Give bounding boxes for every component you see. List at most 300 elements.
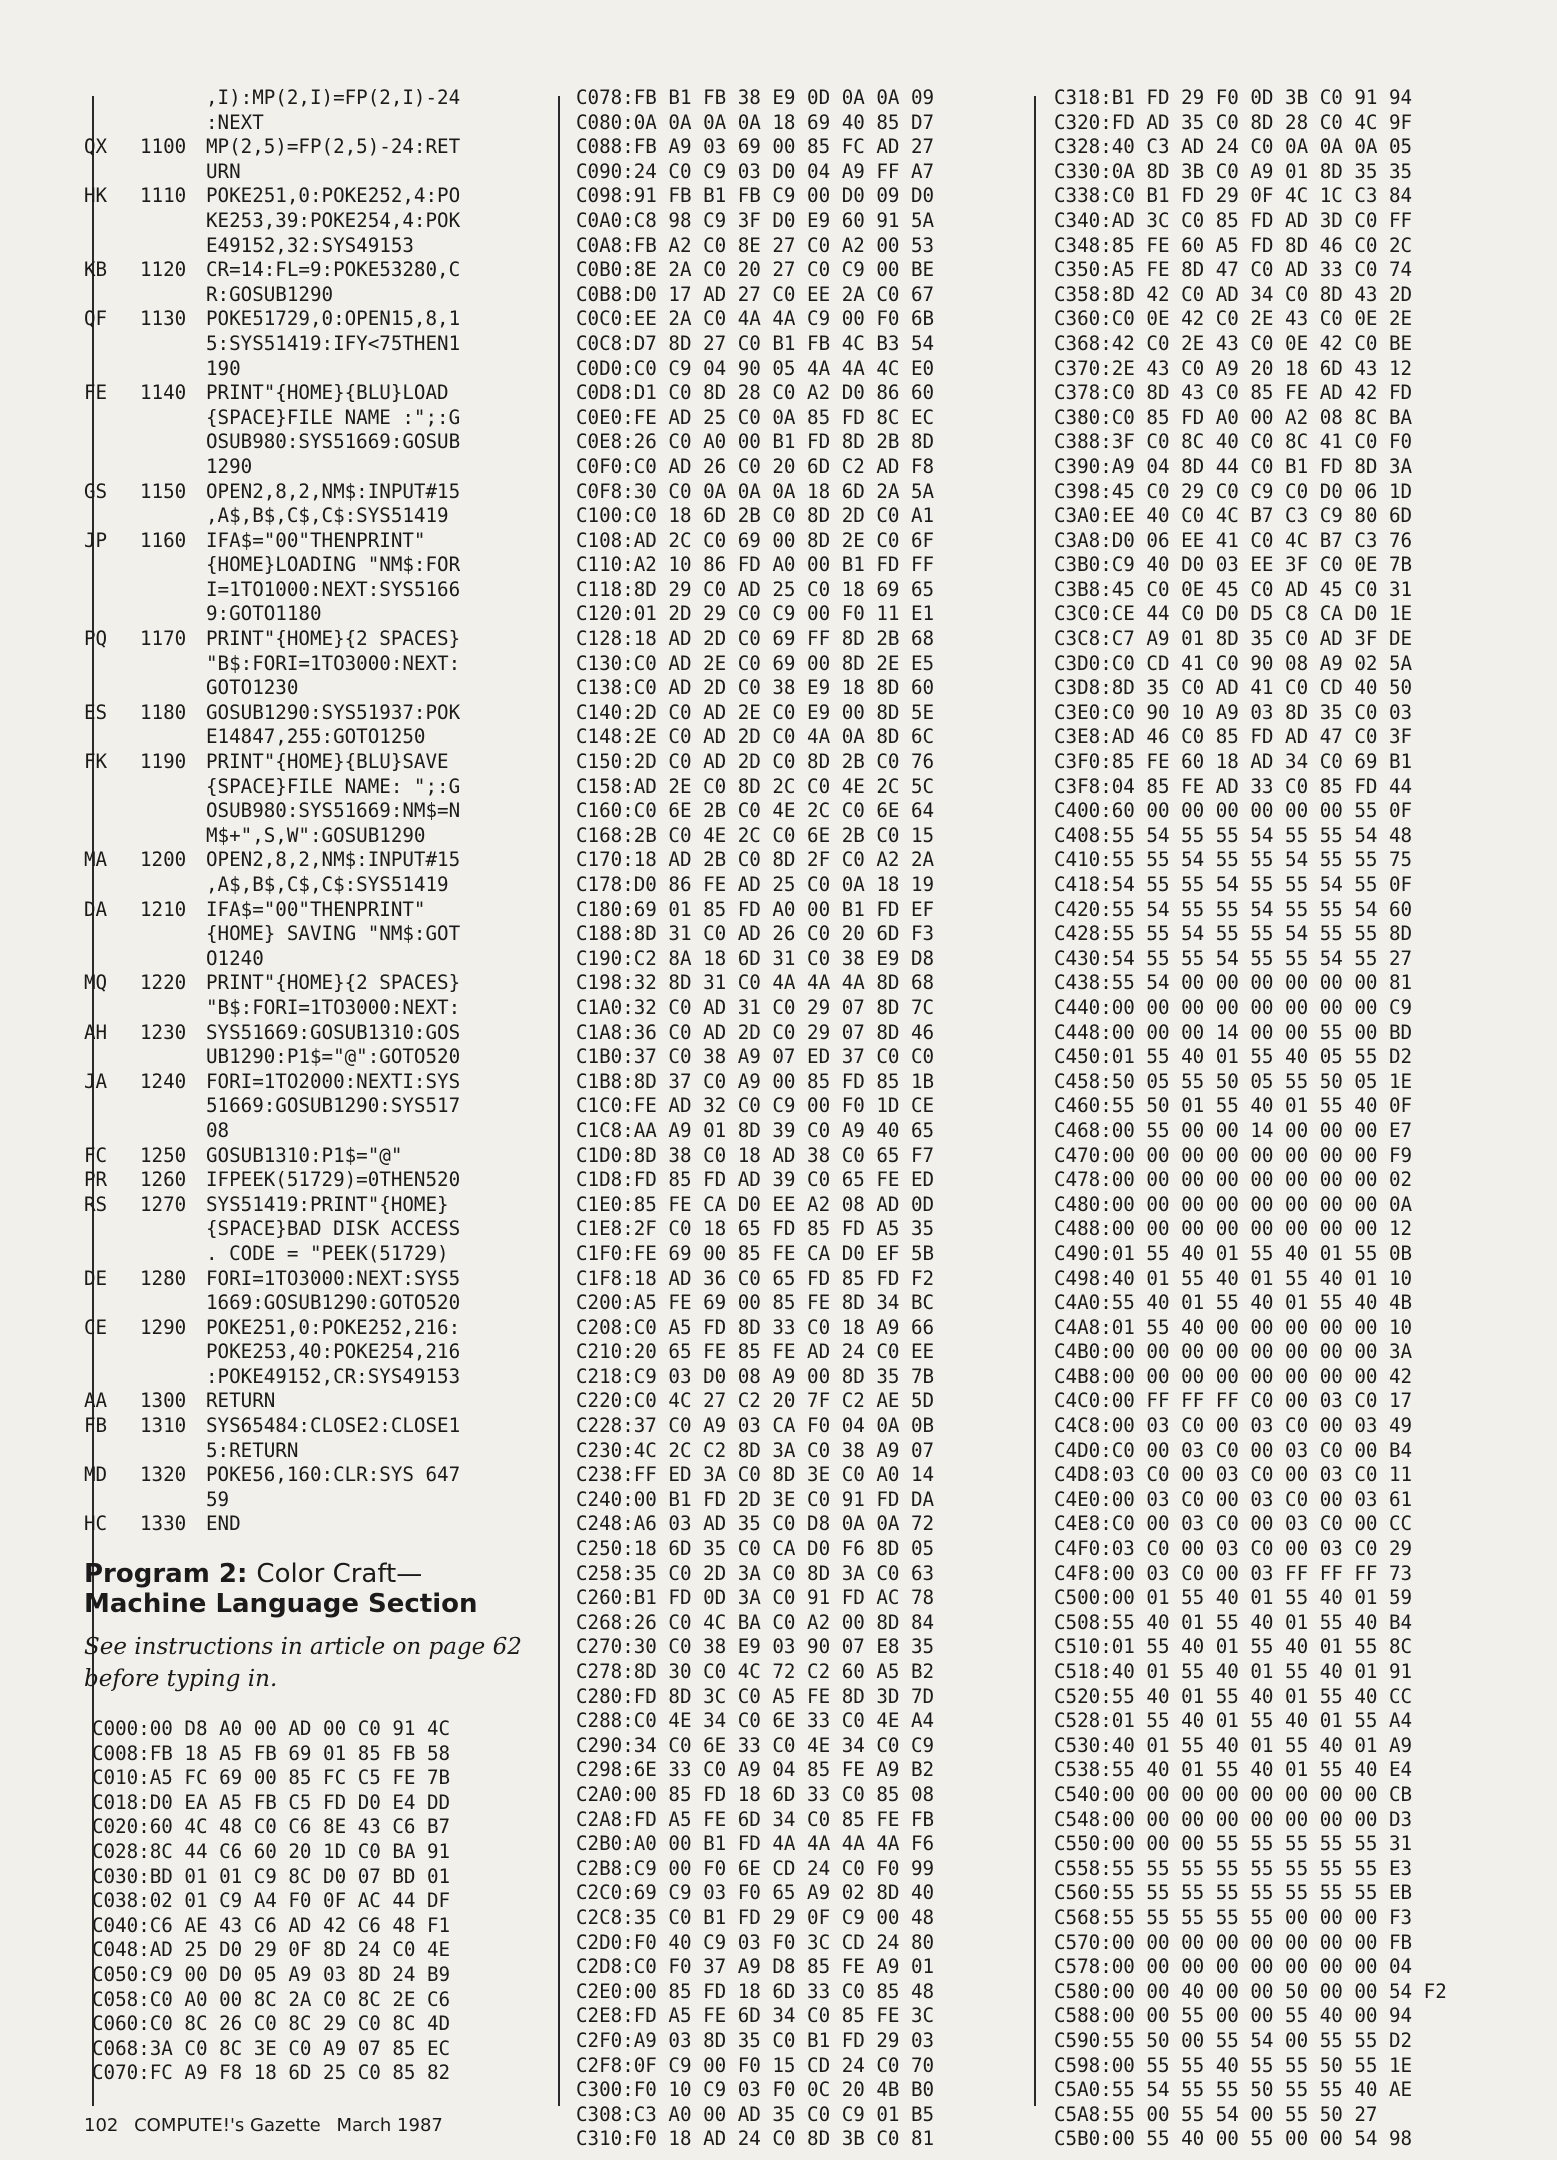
source-text: OSUB980:SYS51669:NM$=N (206, 799, 461, 823)
source-text: GOTO1230 (206, 676, 299, 700)
checksum: MA (84, 848, 108, 872)
source-text: OPEN2,8,2,NM$:INPUT#15 (206, 848, 461, 872)
ml-line: C510:01 55 40 01 55 40 01 55 8C (1054, 1635, 1413, 1659)
ml-line: C020:60 4C 48 C0 C6 8E 43 C6 B7 (92, 1815, 451, 1839)
ml-line: C298:6E 33 C0 A9 04 85 FE A9 B2 (576, 1758, 935, 1782)
ml-line: C050:C9 00 D0 05 A9 03 8D 24 B9 (92, 1962, 451, 1986)
ml-line: C2F0:A9 03 8D 35 C0 B1 FD 29 03 (576, 2028, 935, 2052)
ml-line: C2E0:00 85 FD 18 6D 33 C0 85 48 (576, 1979, 935, 2003)
line-number: 1170 (140, 627, 187, 651)
ml-line: C150:2D C0 AD 2D C0 8D 2B C0 76 (576, 750, 935, 774)
ml-line: C0E8:26 C0 A0 00 B1 FD 8D 2B 8D (576, 430, 935, 454)
checksum (84, 947, 140, 972)
source-text: 9:GOTO1180 (206, 602, 322, 626)
ml-line: C1C8:AA A9 01 8D 39 C0 A9 40 65 (576, 1118, 935, 1142)
source-text: 59 (206, 1487, 230, 1511)
ml-line: C3C8:C7 A9 01 8D 35 C0 AD 3F DE (1054, 627, 1413, 651)
source-text: PRINT"{HOME}{2 SPACES} (206, 627, 461, 651)
ml-line: C0D0:C0 C9 04 90 05 4A 4A 4C E0 (576, 356, 935, 380)
ml-line: C398:45 C0 29 C0 C9 C0 D0 06 1D (1054, 479, 1413, 503)
ml-line: C360:C0 0E 42 C0 2E 43 C0 0E 2E (1054, 307, 1413, 331)
checksum: DA (84, 897, 108, 921)
source-text: ,A$,B$,C$,C$:SYS51419 (206, 504, 449, 528)
checksum (84, 455, 140, 480)
ml-line: C520:55 40 01 55 40 01 55 40 CC (1054, 1684, 1413, 1708)
ml-line: C4E0:00 03 C0 00 03 C0 00 03 61 (1054, 1487, 1413, 1511)
basic-line (84, 160, 544, 185)
ml-line: C2A8:FD A5 FE 6D 34 C0 85 FE FB (576, 1807, 935, 1831)
ml-line: C1A8:36 C0 AD 2D C0 29 07 8D 46 (576, 1020, 935, 1044)
checksum (84, 799, 140, 824)
source-text: MP(2,5)=FP(2,5)-24:RET (206, 135, 461, 159)
ml-line: C228:37 C0 A9 03 CA F0 04 0A 0B (576, 1414, 935, 1438)
source-text: CR=14:FL=9:POKE53280,C (206, 258, 461, 282)
ml-line: C090:24 C0 C9 03 D0 04 A9 FF A7 (576, 159, 935, 183)
ml-line: C3F0:85 FE 60 18 AD 34 C0 69 B1 (1054, 750, 1413, 774)
basic-line (84, 1291, 544, 1316)
line-number (140, 676, 206, 701)
basic-line (84, 357, 544, 382)
checksum (84, 1291, 140, 1316)
line-number (140, 947, 206, 972)
ml-line: C3E8:AD 46 C0 85 FD AD 47 C0 3F (1054, 725, 1413, 749)
line-number (140, 234, 206, 259)
line-number: 1250 (140, 1143, 187, 1167)
source-text: KE253,39:POKE254,4:POK (206, 208, 461, 232)
ml-line: C1B8:8D 37 C0 A9 00 85 FD 85 1B (576, 1069, 935, 1093)
ml-line: C390:A9 04 8D 44 C0 B1 FD 8D 3A (1054, 454, 1413, 478)
ml-line: C248:A6 03 AD 35 C0 D8 0A 0A 72 (576, 1512, 935, 1536)
checksum (84, 1488, 140, 1513)
ml-line: C110:A2 10 86 FD A0 00 B1 FD FF (576, 553, 935, 577)
basic-line (84, 332, 544, 357)
ml-listing-part-3 (1046, 86, 1498, 2152)
basic-line (84, 1365, 544, 1390)
line-number (140, 1045, 206, 1070)
ml-line: C400:60 00 00 00 00 00 00 55 0F (1054, 799, 1413, 823)
ml-line: C268:26 C0 4C BA C0 A2 00 8D 84 (576, 1610, 935, 1634)
ml-line: C1A0:32 C0 AD 31 C0 29 07 8D 7C (576, 995, 935, 1019)
ml-line: C0D8:D1 C0 8D 28 C0 A2 D0 86 60 (576, 381, 935, 405)
basic-line (84, 1168, 544, 1193)
checksum (84, 996, 140, 1021)
basic-line (84, 1242, 544, 1267)
basic-line (84, 480, 544, 505)
ml-listing-part-1 (84, 1717, 544, 2086)
ml-line: C030:BD 01 01 C9 8C D0 07 BD 01 (92, 1864, 451, 1888)
line-number: 1220 (140, 971, 187, 995)
ml-line: C0C8:D7 8D 27 C0 B1 FB 4C B3 54 (576, 331, 935, 355)
basic-line (84, 652, 544, 677)
line-number (140, 922, 206, 947)
basic-line (84, 1094, 544, 1119)
checksum (84, 775, 140, 800)
ml-line: C118:8D 29 C0 AD 25 C0 18 69 65 (576, 577, 935, 601)
basic-line (84, 725, 544, 750)
column-rule (558, 96, 560, 2106)
source-text: 1669:GOSUB1290:GOTO520 (206, 1291, 461, 1315)
source-text: 5:SYS51419:IFY<75THEN1 (206, 331, 461, 355)
basic-line (84, 430, 544, 455)
ml-line: C3B8:45 C0 0E 45 C0 AD 45 C0 31 (1054, 577, 1413, 601)
line-number: 1180 (140, 700, 187, 724)
line-number (140, 652, 206, 677)
page-footer (84, 2115, 453, 2136)
ml-line: C218:C9 03 D0 08 A9 00 8D 35 7B (576, 1364, 935, 1388)
page-number: 102 (84, 2115, 119, 2136)
ml-line: C418:54 55 55 54 55 55 54 55 0F (1054, 873, 1413, 896)
basic-line (84, 258, 544, 283)
source-text: POKE56,160:CLR:SYS 647 (206, 1463, 461, 1487)
source-text: PRINT"{HOME}{BLU}SAVE (206, 750, 449, 774)
checksum: PQ (84, 627, 108, 651)
line-number: 1150 (140, 479, 187, 503)
ml-line: C4C0:00 FF FF FF C0 00 03 C0 17 (1054, 1389, 1413, 1413)
ml-line: C060:C0 8C 26 C0 8C 29 C0 8C 4D (92, 2012, 451, 2036)
checksum (84, 1439, 140, 1464)
source-text: FORI=1TO3000:NEXT:SYS5 (206, 1266, 461, 1290)
checksum: FC (84, 1143, 108, 1167)
source-text: RETURN (206, 1389, 276, 1413)
ml-line: C530:40 01 55 40 01 55 40 01 A9 (1054, 1733, 1413, 1757)
ml-line: C3D0:C0 CD 41 C0 90 08 A9 02 5A (1054, 651, 1413, 675)
checksum: GS (84, 479, 108, 503)
ml-line: C5B0:00 55 40 00 55 00 00 54 98 (1054, 2127, 1413, 2151)
ml-line: C348:85 FE 60 A5 FD 8D 46 C0 2C (1054, 233, 1413, 257)
source-text: {HOME} SAVING "NM$:GOT (206, 922, 461, 946)
source-text: I=1TO1000:NEXT:SYS5166 (206, 577, 461, 601)
ml-line: C0F0:C0 AD 26 C0 20 6D C2 AD F8 (576, 454, 935, 478)
ml-line: C1C0:FE AD 32 C0 C9 00 F0 1D CE (576, 1094, 935, 1118)
ml-line: C028:8C 44 C6 60 20 1D C0 BA 91 (92, 1840, 451, 1863)
ml-line: C540:00 00 00 00 00 00 00 00 CB (1054, 1782, 1413, 1806)
ml-line: C0E0:FE AD 25 C0 0A 85 FD 8C EC (576, 405, 935, 429)
checksum (84, 553, 140, 578)
checksum (84, 430, 140, 455)
ml-line: C550:00 00 00 55 55 55 55 55 31 (1054, 1832, 1413, 1856)
ml-line: C0A0:C8 98 C9 3F D0 E9 60 91 5A (576, 208, 935, 232)
ml-line: C368:42 C0 2E 43 C0 0E 42 C0 BE (1054, 331, 1413, 355)
line-number (140, 553, 206, 578)
ml-line: C2E8:FD A5 FE 6D 34 C0 85 FE 3C (576, 2004, 935, 2028)
basic-line (84, 1488, 544, 1513)
checksum: AA (84, 1389, 108, 1413)
ml-line: C280:FD 8D 3C C0 A5 FE 8D 3D 7D (576, 1684, 935, 1708)
line-number (140, 1119, 206, 1144)
line-number (140, 775, 206, 800)
ml-line: C518:40 01 55 40 01 55 40 01 91 (1054, 1660, 1413, 1683)
ml-line: C5A8:55 00 55 54 00 55 50 27 (1054, 2102, 1378, 2126)
ml-line: C190:C2 8A 18 6D 31 C0 38 E9 D8 (576, 946, 935, 970)
ml-line: C4D0:C0 00 03 C0 00 03 C0 00 B4 (1054, 1438, 1413, 1462)
ml-line: C1E8:2F C0 18 65 FD 85 FD A5 35 (576, 1217, 935, 1241)
checksum: MQ (84, 971, 108, 995)
ml-line: C170:18 AD 2B C0 8D 2F C0 A2 2A (576, 848, 935, 872)
ml-listing-part-2 (568, 86, 1020, 2152)
listing-column-3 (1046, 86, 1498, 2152)
source-text: {HOME}LOADING "NM$:FOR (206, 553, 461, 577)
ml-line: C040:C6 AE 43 C6 AD 42 C6 48 F1 (92, 1913, 451, 1937)
ml-line: C3A8:D0 06 EE 41 C0 4C B7 C3 76 (1054, 528, 1413, 552)
source-text: 1290 (206, 454, 253, 478)
checksum: JA (84, 1069, 108, 1093)
basic-line (84, 922, 544, 947)
line-number (140, 504, 206, 529)
source-text: POKE253,40:POKE254,216 (206, 1340, 461, 1364)
ml-line: C318:B1 FD 29 F0 0D 3B C0 91 94 (1054, 86, 1413, 109)
ml-line: C270:30 C0 38 E9 03 90 07 E8 35 (576, 1635, 935, 1659)
basic-line (84, 1316, 544, 1341)
source-text: IFPEEK(51729)=0THEN520 (206, 1168, 461, 1192)
line-number: 1270 (140, 1192, 187, 1216)
source-text: UB1290:P1$="@":GOTO520 (206, 1045, 461, 1069)
checksum (84, 725, 140, 750)
ml-line: C1F8:18 AD 36 C0 65 FD 85 FD F2 (576, 1266, 935, 1290)
ml-line: C098:91 FB B1 FB C9 00 D0 09 D0 (576, 184, 935, 208)
ml-line: C588:00 00 55 00 00 55 40 00 94 (1054, 2004, 1413, 2028)
basic-line (84, 898, 544, 923)
basic-line (84, 1045, 544, 1070)
program-2-subtitle-2: Machine Language Section (84, 1589, 478, 1620)
line-number (140, 406, 206, 431)
ml-line: C480:00 00 00 00 00 00 00 00 0A (1054, 1192, 1413, 1216)
magazine-name: COMPUTE!'s Gazette (134, 2115, 321, 2136)
ml-line: C140:2D C0 AD 2E C0 E9 00 8D 5E (576, 700, 935, 724)
line-number (140, 1217, 206, 1242)
checksum: KB (84, 258, 108, 282)
line-number (140, 455, 206, 480)
line-number: 1320 (140, 1463, 187, 1487)
ml-line: C258:35 C0 2D 3A C0 8D 3A C0 63 (576, 1561, 935, 1585)
basic-line (84, 86, 544, 111)
checksum: CE (84, 1315, 108, 1339)
ml-line: C388:3F C0 8C 40 C0 8C 41 C0 F0 (1054, 430, 1413, 454)
checksum (84, 1217, 140, 1242)
checksum (84, 357, 140, 382)
ml-line: C078:FB B1 FB 38 E9 0D 0A 0A 09 (576, 86, 935, 109)
basic-line (84, 1144, 544, 1169)
line-number (140, 578, 206, 603)
source-text: POKE51729,0:OPEN15,8,1 (206, 307, 461, 331)
ml-line: C548:00 00 00 00 00 00 00 00 D3 (1054, 1807, 1413, 1831)
ml-line: C250:18 6D 35 C0 CA D0 F6 8D 05 (576, 1537, 935, 1561)
basic-line (84, 947, 544, 972)
line-number (140, 111, 206, 136)
ml-line: C008:FB 18 A5 FB 69 01 85 FB 58 (92, 1741, 451, 1765)
ml-line: C2C0:69 C9 03 F0 65 A9 02 8D 40 (576, 1881, 935, 1905)
ml-line: C350:A5 FE 8D 47 C0 AD 33 C0 74 (1054, 258, 1413, 282)
basic-line (84, 1414, 544, 1439)
ml-line: C3A0:EE 40 C0 4C B7 C3 C9 80 6D (1054, 504, 1413, 528)
basic-line (84, 307, 544, 332)
source-text: E49152,32:SYS49153 (206, 233, 414, 257)
program-2-subtitle: Color Craft— (256, 1559, 423, 1590)
checksum: QX (84, 135, 108, 159)
basic-line (84, 455, 544, 480)
ml-line: C180:69 01 85 FD A0 00 B1 FD EF (576, 897, 935, 921)
checksum: AH (84, 1020, 108, 1044)
source-text: GOSUB1310:P1$="@" (206, 1143, 403, 1167)
checksum (84, 602, 140, 627)
basic-line (84, 1021, 544, 1046)
basic-line (84, 873, 544, 898)
checksum (84, 824, 140, 849)
basic-line (84, 504, 544, 529)
line-number (140, 1365, 206, 1390)
checksum (84, 406, 140, 431)
ml-line: C200:A5 FE 69 00 85 FE 8D 34 BC (576, 1291, 935, 1315)
source-text: "B$:FORI=1TO3000:NEXT: (206, 651, 461, 675)
checksum (84, 160, 140, 185)
checksum (84, 1242, 140, 1267)
ml-line: C4F0:03 C0 00 03 C0 00 03 C0 29 (1054, 1537, 1413, 1561)
checksum: JP (84, 528, 108, 552)
program-2-heading (84, 1559, 544, 1619)
checksum: RS (84, 1192, 108, 1216)
source-text: O1240 (206, 946, 264, 970)
issue-date: March 1987 (336, 2115, 443, 2136)
ml-line: C340:AD 3C C0 85 FD AD 3D C0 FF (1054, 208, 1413, 232)
basic-line (84, 602, 544, 627)
ml-line: C428:55 55 54 55 55 54 55 55 8D (1054, 922, 1413, 946)
ml-line: C4D8:03 C0 00 03 C0 00 03 C0 11 (1054, 1463, 1413, 1487)
ml-line: C430:54 55 55 54 55 55 54 55 27 (1054, 946, 1413, 970)
basic-line (84, 701, 544, 726)
ml-line: C038:02 01 C9 A4 F0 0F AC 44 DF (92, 1889, 451, 1913)
line-number (140, 996, 206, 1021)
ml-line: C590:55 50 00 55 54 00 55 55 D2 (1054, 2028, 1413, 2052)
ml-line: C528:01 55 40 01 55 40 01 55 A4 (1054, 1709, 1413, 1733)
ml-line: C048:AD 25 D0 29 0F 8D 24 C0 4E (92, 1938, 451, 1962)
ml-line: C598:00 55 55 40 55 55 50 55 1E (1054, 2053, 1413, 2077)
source-text: "B$:FORI=1TO3000:NEXT: (206, 995, 461, 1019)
ml-line: C178:D0 86 FE AD 25 C0 0A 18 19 (576, 873, 935, 896)
ml-line: C0B0:8E 2A C0 20 27 C0 C9 00 BE (576, 258, 935, 282)
ml-line: C330:0A 8D 3B C0 A9 01 8D 35 35 (1054, 159, 1413, 183)
basic-line (84, 184, 544, 209)
basic-line (84, 848, 544, 873)
checksum (84, 1365, 140, 1390)
ml-line: C220:C0 4C 27 C2 20 7F C2 AE 5D (576, 1389, 935, 1413)
line-number (140, 799, 206, 824)
source-text: SYS65484:CLOSE2:CLOSE1 (206, 1414, 461, 1438)
source-text: R:GOSUB1290 (206, 282, 334, 306)
ml-line: C130:C0 AD 2E C0 69 00 8D 2E E5 (576, 651, 935, 675)
line-number (140, 86, 206, 111)
checksum: HC (84, 1512, 108, 1536)
ml-line: C2F8:0F C9 00 F0 15 CD 24 C0 70 (576, 2053, 935, 2077)
ml-line: C080:0A 0A 0A 0A 18 69 40 85 D7 (576, 110, 935, 134)
ml-line: C138:C0 AD 2D C0 38 E9 18 8D 60 (576, 676, 935, 700)
basic-line (84, 1217, 544, 1242)
basic-line (84, 824, 544, 849)
line-number: 1310 (140, 1414, 187, 1438)
basic-line (84, 775, 544, 800)
ml-line: C338:C0 B1 FD 29 0F 4C 1C C3 84 (1054, 184, 1413, 208)
ml-line: C0B8:D0 17 AD 27 C0 EE 2A C0 67 (576, 282, 935, 306)
ml-line: C498:40 01 55 40 01 55 40 01 10 (1054, 1266, 1413, 1290)
ml-line: C578:00 00 00 00 00 00 00 00 04 (1054, 1955, 1413, 1979)
ml-line: C1E0:85 FE CA D0 EE A2 08 AD 0D (576, 1192, 935, 1216)
ml-line: C148:2E C0 AD 2D C0 4A 0A 8D 6C (576, 725, 935, 749)
source-text: POKE251,0:POKE252,4:PO (206, 184, 461, 208)
line-number: 1290 (140, 1315, 187, 1339)
source-text: 190 (206, 356, 241, 380)
ml-line: C230:4C 2C C2 8D 3A C0 38 A9 07 (576, 1438, 935, 1462)
basic-line (84, 406, 544, 431)
source-text: OPEN2,8,2,NM$:INPUT#15 (206, 479, 461, 503)
source-text: PRINT"{HOME}{2 SPACES} (206, 971, 461, 995)
program-2-note: See instructions in article on page 62 before typing in. (84, 1634, 522, 1693)
basic-line (84, 1439, 544, 1464)
ml-line: C0A8:FB A2 C0 8E 27 C0 A2 00 53 (576, 233, 935, 257)
basic-line (84, 381, 544, 406)
ml-line: C4E8:C0 00 03 C0 00 03 C0 00 CC (1054, 1512, 1413, 1536)
ml-line: C1B0:37 C0 38 A9 07 ED 37 C0 C0 (576, 1045, 935, 1069)
checksum: HK (84, 184, 108, 208)
source-text: . CODE = "PEEK(51729) (206, 1241, 449, 1265)
ml-line: C1D8:FD 85 FD AD 39 C0 65 FE ED (576, 1168, 935, 1192)
line-number (140, 283, 206, 308)
line-number: 1230 (140, 1020, 187, 1044)
ml-line: C3D8:8D 35 C0 AD 41 C0 CD 40 50 (1054, 676, 1413, 700)
ml-line: C488:00 00 00 00 00 00 00 00 12 (1054, 1217, 1413, 1241)
basic-line (84, 111, 544, 136)
ml-line: C260:B1 FD 0D 3A C0 91 FD AC 78 (576, 1586, 935, 1610)
ml-line: C068:3A C0 8C 3E C0 A9 07 85 EC (92, 2036, 451, 2060)
source-text: 08 (206, 1118, 230, 1142)
ml-line: C458:50 05 55 50 05 55 50 05 1E (1054, 1069, 1413, 1093)
line-number: 1260 (140, 1168, 187, 1192)
ml-line: C310:F0 18 AD 24 C0 8D 3B C0 81 (576, 2127, 935, 2151)
ml-line: C468:00 55 00 00 14 00 00 00 E7 (1054, 1118, 1413, 1142)
ml-line: C288:C0 4E 34 C0 6E 33 C0 4E A4 (576, 1709, 935, 1733)
ml-line: C448:00 00 00 14 00 00 55 00 BD (1054, 1020, 1413, 1044)
source-text: SYS51669:GOSUB1310:GOS (206, 1020, 461, 1044)
ml-line: C358:8D 42 C0 AD 34 C0 8D 43 2D (1054, 282, 1413, 306)
ml-line: C420:55 54 55 55 54 55 55 54 60 (1054, 897, 1413, 921)
ml-line: C158:AD 2E C0 8D 2C C0 4E 2C 5C (576, 774, 935, 798)
checksum: FB (84, 1414, 108, 1438)
line-number (140, 602, 206, 627)
basic-line (84, 1070, 544, 1095)
line-number: 1100 (140, 135, 187, 159)
ml-line: C2D8:C0 F0 37 A9 D8 85 FE A9 01 (576, 1955, 935, 1979)
line-number: 1110 (140, 184, 187, 208)
ml-line: C070:FC A9 F8 18 6D 25 C0 85 82 (92, 2061, 451, 2085)
basic-line (84, 1512, 544, 1537)
checksum: FK (84, 750, 108, 774)
ml-line: C538:55 40 01 55 40 01 55 40 E4 (1054, 1758, 1413, 1782)
ml-line: C128:18 AD 2D C0 69 FF 8D 2B 68 (576, 627, 935, 651)
ml-line: C120:01 2D 29 C0 C9 00 F0 11 E1 (576, 602, 935, 626)
ml-line: C0C0:EE 2A C0 4A 4A C9 00 F0 6B (576, 307, 935, 331)
ml-line: C580:00 00 40 00 00 50 00 00 54 F2 (1054, 1979, 1447, 2003)
ml-line: C4A8:01 55 40 00 00 00 00 00 10 (1054, 1315, 1413, 1339)
checksum (84, 111, 140, 136)
ml-line: C408:55 54 55 55 54 55 55 54 48 (1054, 823, 1413, 847)
ml-line: C4F8:00 03 C0 00 03 FF FF FF 73 (1054, 1561, 1413, 1585)
ml-line: C018:D0 EA A5 FB C5 FD D0 E4 DD (92, 1790, 451, 1814)
source-text: E14847,255:GOTO1250 (206, 725, 426, 749)
ml-line: C210:20 65 FE 85 FE AD 24 C0 EE (576, 1340, 935, 1364)
ml-line: C4B8:00 00 00 00 00 00 00 00 42 (1054, 1364, 1413, 1388)
checksum (84, 283, 140, 308)
ml-line: C108:AD 2C C0 69 00 8D 2E C0 6F (576, 528, 935, 552)
source-text: 5:RETURN (206, 1438, 299, 1462)
ml-line: C440:00 00 00 00 00 00 00 00 C9 (1054, 995, 1413, 1019)
source-text: {SPACE}FILE NAME: ";:G (206, 774, 461, 798)
